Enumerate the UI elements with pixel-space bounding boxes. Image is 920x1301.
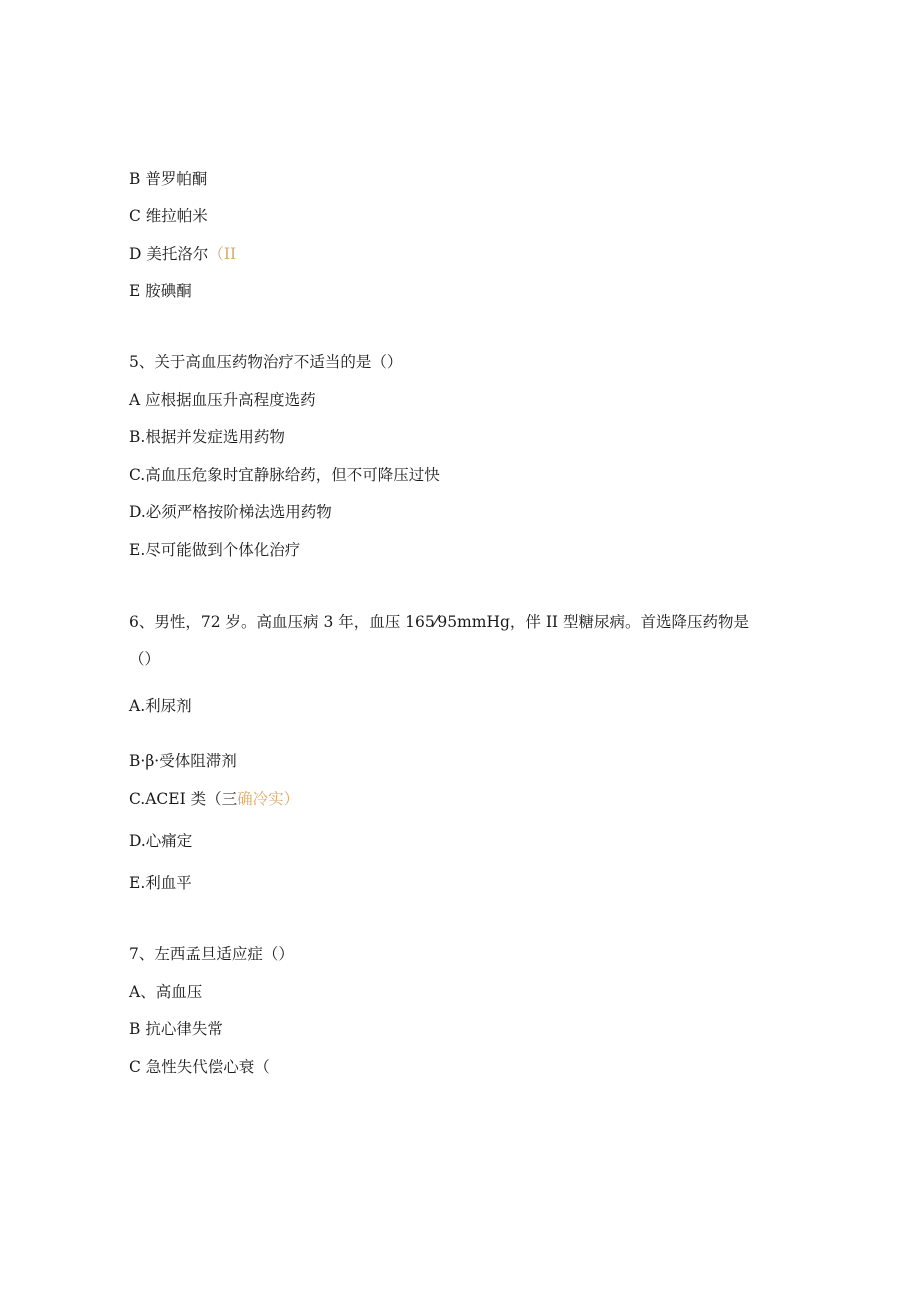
q6-stem-line2: （） [129, 650, 161, 668]
q7-option-a: A、高血压 [129, 983, 203, 1001]
q4-option-d-text: D 美托洛尔 [129, 245, 209, 263]
q4-option-d [129, 244, 236, 264]
q5-stem: 5、关于高血压药物治疗不适当的是（） [129, 353, 403, 371]
q4-option-d-annotation: （II [208, 245, 237, 263]
q4-option-b: B 普罗帕酮 [129, 170, 208, 188]
q6-option-c-text: C.ACEI 类 [129, 790, 207, 808]
q4-option-e: E 胺碘酮 [129, 282, 192, 300]
q6-option-b: B·β·受体阻滞剂 [129, 752, 237, 770]
q6-option-c [129, 789, 299, 809]
q4-option-c: C 维拉帕米 [129, 207, 208, 225]
q6-option-e: E.利血平 [129, 874, 192, 892]
q7-stem: 7、左西孟旦适应症（） [129, 945, 294, 963]
q6-option-c-annotation: 确冷实） [237, 790, 300, 808]
q6-stem-line1: 6、男性，72 岁。高血压病 3 年，血压 165⁄95mmHg，伴 II 型糖尿病。首选降压药物是 [129, 613, 749, 631]
q5-option-b: B.根据并发症选用药物 [129, 428, 285, 446]
q6-option-d: D.心痛定 [129, 832, 193, 850]
q7-option-b: B 抗心律失常 [129, 1020, 223, 1038]
q5-option-d: D.必须严格按阶梯法选用药物 [129, 503, 332, 521]
q7-option-c: C 急性失代偿心衰（ [129, 1058, 270, 1076]
q6-option-c-annotation-paren: （三 [206, 790, 238, 808]
q5-option-c: C.高血压危象时宜静脉给药，但不可降压过快 [129, 466, 440, 484]
q6-option-a: A.利尿剂 [129, 697, 192, 715]
q5-option-a: A 应根据血压升高程度选药 [129, 391, 316, 409]
q5-option-e: E.尽可能做到个体化治疗 [129, 541, 301, 559]
